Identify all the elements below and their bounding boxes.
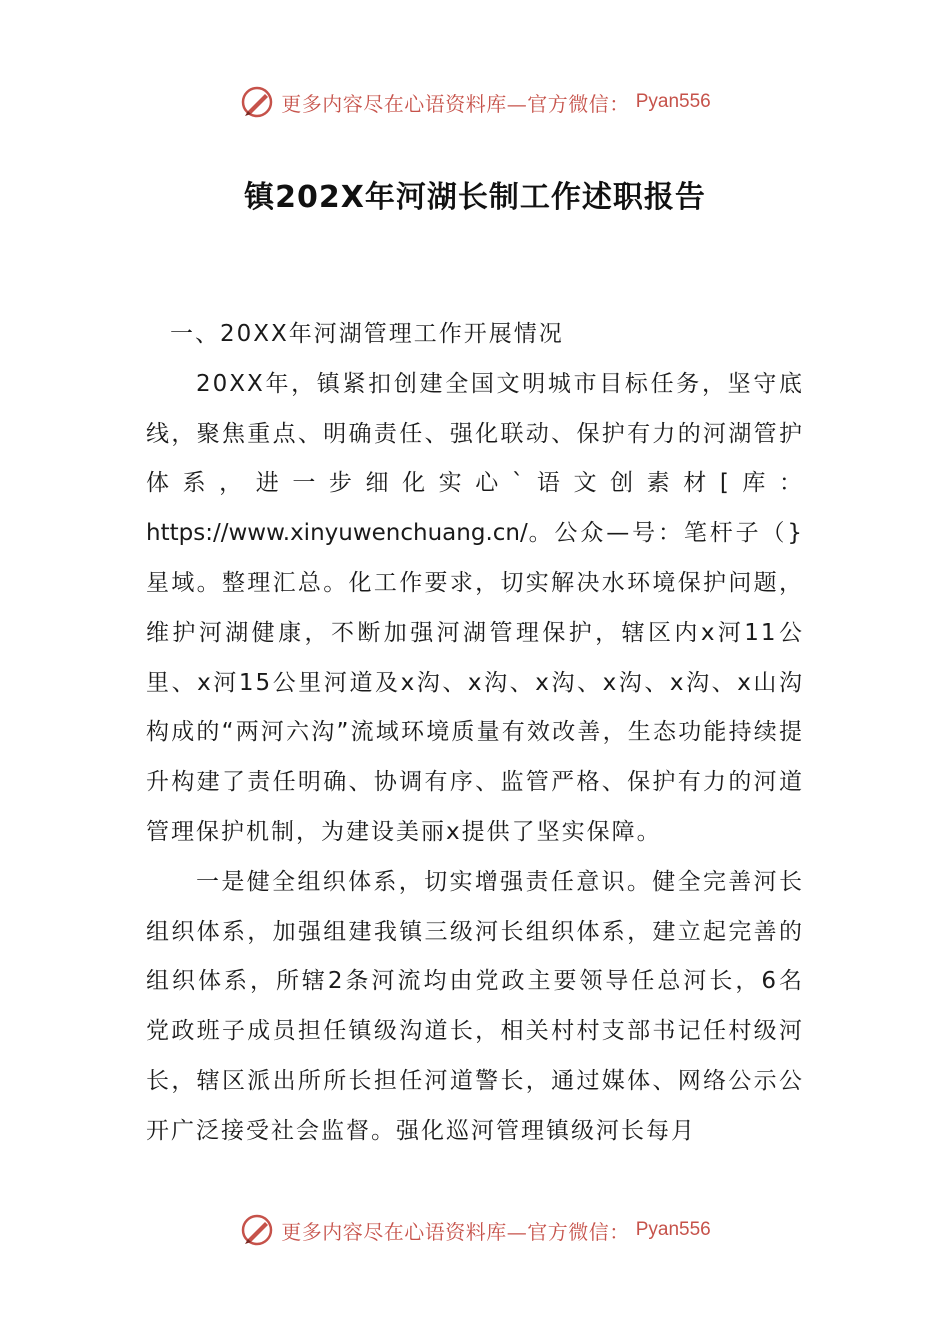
banner-wechat-id: Pyan556 xyxy=(635,1219,711,1240)
bottom-watermark-banner xyxy=(0,1208,950,1252)
paragraph-1-text-a: 20XX年，镇紧扣创建全国文明城市目标任务，坚守底线，聚焦重点、明确责任、强化联动、保护有力的河湖管护体系，进一步细化实心`语文创素材[库： xyxy=(146,370,804,497)
paragraph-2: 一是健全组织体系，切实增强责任意识。健全完善河长组织体系，加强组建我镇三级河长组织体系，建立起完善的组织体系，所辖2条河流均由党政主要领导任总河长，6名党政班子成员担任镇级沟道长，相关村村支部书记任村级河长，辖区派出所所长担任河道警长，通过媒体、网络公示公开广泛接受社会监督。强化巡河管理镇级河长每月 xyxy=(146,868,804,1144)
top-watermark-banner xyxy=(0,80,950,124)
document-title: 镇202X年河湖长制工作述职报告 xyxy=(244,180,706,215)
document-body xyxy=(146,310,804,1157)
banner-text: 更多内容尽在心语资料库—官方微信： xyxy=(281,91,630,116)
banner-text: 更多内容尽在心语资料库—官方微信： xyxy=(281,1219,630,1244)
pen-circle-logo-icon xyxy=(239,1212,275,1248)
banner-wechat-id: Pyan556 xyxy=(635,91,711,112)
paragraph-1-text-b: 。公众—号：笔杆子（}星域。整理汇总。化工作要求，切实解决水环境保护问题，维护河湖健康，不断加强河湖管理保护，辖区内x河11公里、x河15公里河道及x沟、x沟、x沟、x沟、x沟、x山沟构成的“两河六沟”流域环境质量有效改善，生态功能持续提升构建了责任明确、协调有序、监管严格、保护有力的河道管理保护机制，为建设美丽x提供了坚实保障。 xyxy=(146,520,804,845)
paragraph-1-url: https://www.xinyuwenchuang.cn/ xyxy=(146,520,528,547)
section-heading: 一、20XX年河湖管理工作开展情况 xyxy=(170,321,564,347)
pen-circle-logo-icon xyxy=(239,84,275,120)
paragraph-1 xyxy=(146,360,804,858)
